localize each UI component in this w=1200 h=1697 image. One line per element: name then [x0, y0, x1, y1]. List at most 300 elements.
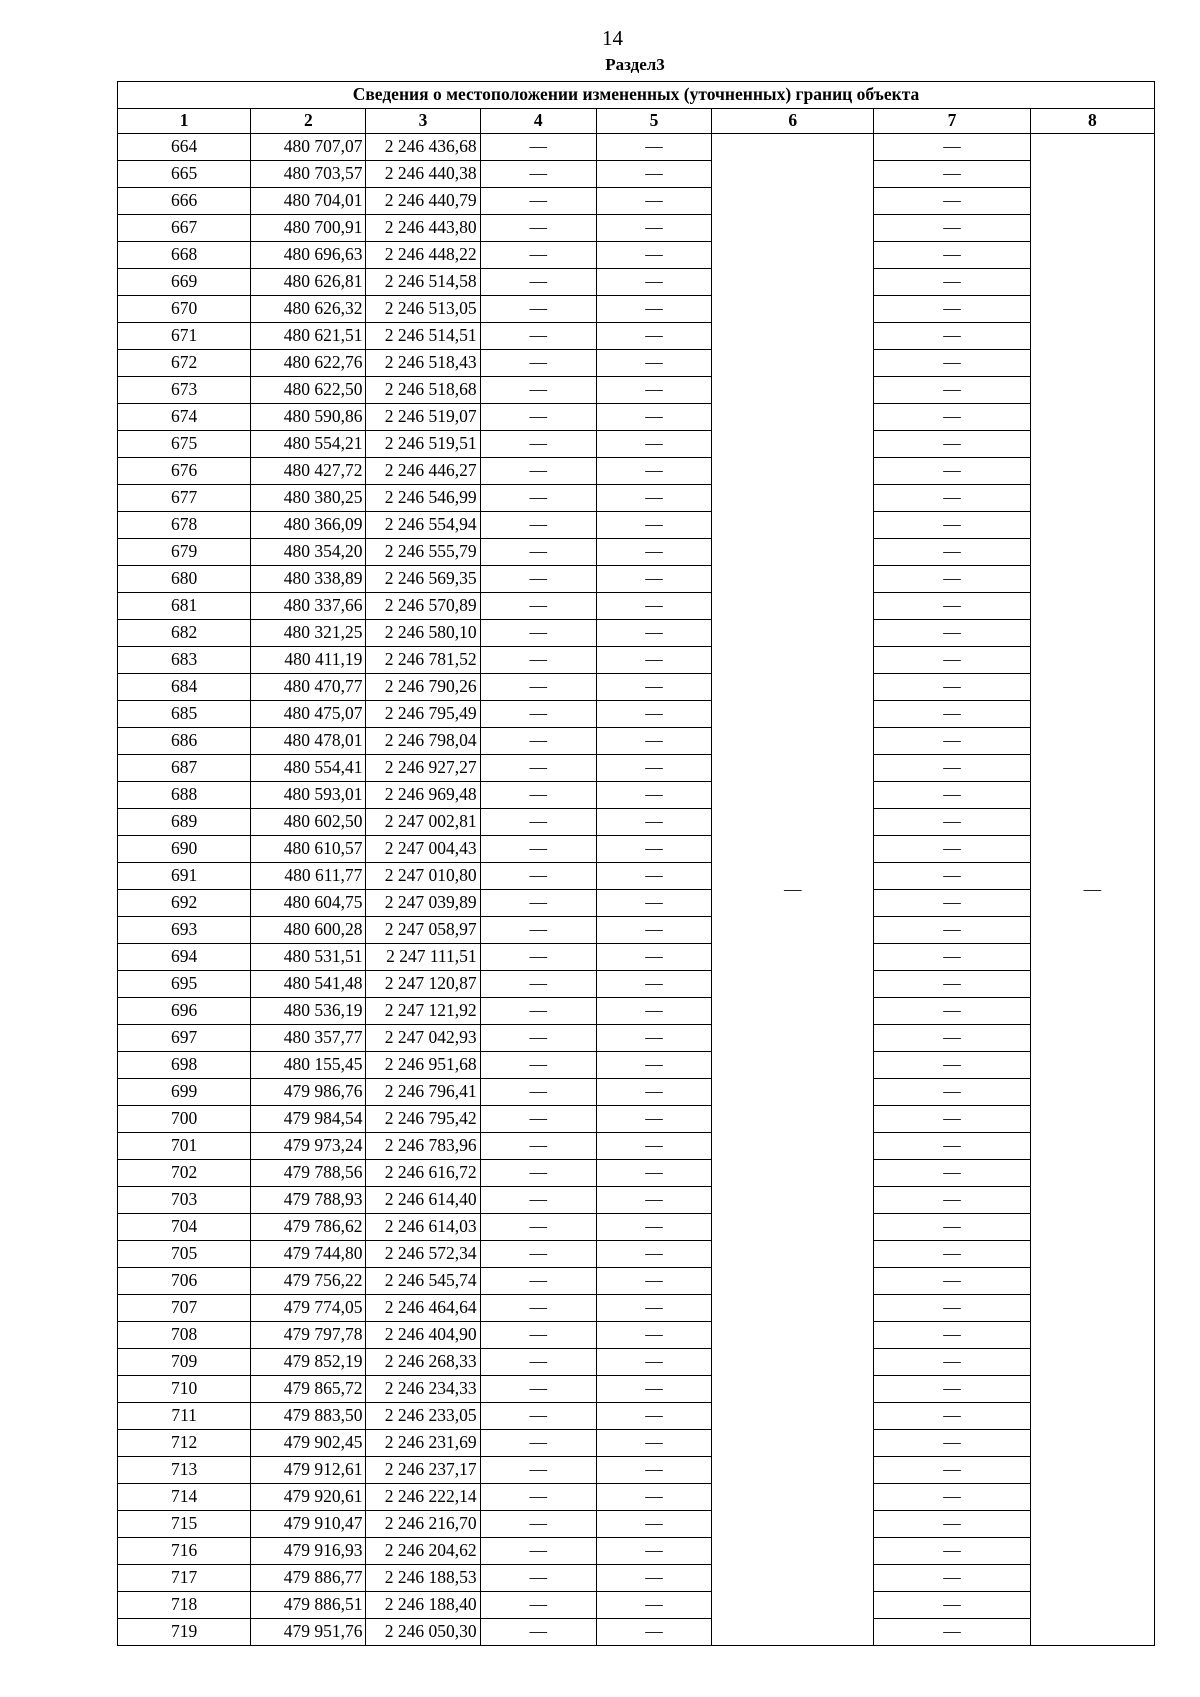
x-coordinate-cell: 480 321,25 [251, 620, 366, 647]
table-row [118, 1403, 1155, 1430]
column-header: 3 [366, 109, 480, 134]
point-number-cell: 689 [118, 809, 251, 836]
col5-cell: — [596, 620, 711, 647]
point-number-cell: 686 [118, 728, 251, 755]
table-row [118, 836, 1155, 863]
x-coordinate-cell: 479 756,22 [251, 1268, 366, 1295]
col7-cell: — [874, 755, 1030, 782]
col4-cell: — [480, 1403, 596, 1430]
table-row [118, 1565, 1155, 1592]
table-row [118, 998, 1155, 1025]
point-number-cell: 698 [118, 1052, 251, 1079]
table-row [118, 674, 1155, 701]
col5-cell: — [596, 1322, 711, 1349]
y-coordinate-cell: 2 246 268,33 [366, 1349, 480, 1376]
x-coordinate-cell: 480 470,77 [251, 674, 366, 701]
col5-cell: — [596, 566, 711, 593]
col4-cell: — [480, 971, 596, 998]
y-coordinate-cell: 2 246 783,96 [366, 1133, 480, 1160]
y-coordinate-cell: 2 247 042,93 [366, 1025, 480, 1052]
x-coordinate-cell: 479 786,62 [251, 1214, 366, 1241]
col4-cell: — [480, 323, 596, 350]
x-coordinate-cell: 479 984,54 [251, 1106, 366, 1133]
col7-cell: — [874, 782, 1030, 809]
point-number-cell: 683 [118, 647, 251, 674]
point-number-cell: 705 [118, 1241, 251, 1268]
y-coordinate-cell: 2 247 010,80 [366, 863, 480, 890]
table-row [118, 1025, 1155, 1052]
point-number-cell: 715 [118, 1511, 251, 1538]
x-coordinate-cell: 480 600,28 [251, 917, 366, 944]
y-coordinate-cell: 2 246 545,74 [366, 1268, 480, 1295]
table-row [118, 1241, 1155, 1268]
col4-cell: — [480, 1376, 596, 1403]
x-coordinate-cell: 480 703,57 [251, 161, 366, 188]
x-coordinate-cell: 480 554,41 [251, 755, 366, 782]
table-row [118, 593, 1155, 620]
x-coordinate-cell: 480 622,76 [251, 350, 366, 377]
col7-cell: — [874, 1160, 1030, 1187]
col7-cell: — [874, 539, 1030, 566]
y-coordinate-cell: 2 246 231,69 [366, 1430, 480, 1457]
col4-cell: — [480, 1349, 596, 1376]
col5-cell: — [596, 1457, 711, 1484]
col7-cell: — [874, 728, 1030, 755]
coordinates-table [117, 81, 1155, 1646]
col4-cell: — [480, 890, 596, 917]
col4-cell: — [480, 188, 596, 215]
col4-cell: — [480, 512, 596, 539]
col5-cell: — [596, 1403, 711, 1430]
y-coordinate-cell: 2 246 616,72 [366, 1160, 480, 1187]
col4-cell: — [480, 1268, 596, 1295]
table-row [118, 269, 1155, 296]
x-coordinate-cell: 479 951,76 [251, 1619, 366, 1646]
x-coordinate-cell: 480 337,66 [251, 593, 366, 620]
table-row [118, 188, 1155, 215]
table-row [118, 161, 1155, 188]
col7-cell: — [874, 1403, 1030, 1430]
table-row [118, 350, 1155, 377]
table-row [118, 1133, 1155, 1160]
col7-cell: — [874, 1079, 1030, 1106]
y-coordinate-cell: 2 247 002,81 [366, 809, 480, 836]
y-coordinate-cell: 2 246 927,27 [366, 755, 480, 782]
table-row [118, 1214, 1155, 1241]
col7-cell: — [874, 674, 1030, 701]
col7-cell: — [874, 1052, 1030, 1079]
y-coordinate-cell: 2 246 519,51 [366, 431, 480, 458]
x-coordinate-cell: 480 366,09 [251, 512, 366, 539]
col5-cell: — [596, 728, 711, 755]
y-coordinate-cell: 2 246 464,64 [366, 1295, 480, 1322]
table-row [118, 1322, 1155, 1349]
col7-cell: — [874, 1349, 1030, 1376]
point-number-cell: 693 [118, 917, 251, 944]
x-coordinate-cell: 479 902,45 [251, 1430, 366, 1457]
point-number-cell: 711 [118, 1403, 251, 1430]
x-coordinate-cell: 480 621,51 [251, 323, 366, 350]
col7-cell: — [874, 296, 1030, 323]
y-coordinate-cell: 2 247 120,87 [366, 971, 480, 998]
x-coordinate-cell: 479 788,56 [251, 1160, 366, 1187]
col4-cell: — [480, 485, 596, 512]
table-row [118, 1538, 1155, 1565]
x-coordinate-cell: 480 427,72 [251, 458, 366, 485]
table-row [118, 809, 1155, 836]
col4-cell: — [480, 1430, 596, 1457]
y-coordinate-cell: 2 246 443,80 [366, 215, 480, 242]
table-row [118, 1052, 1155, 1079]
col4-cell: — [480, 1106, 596, 1133]
page-number: 14 [602, 26, 623, 50]
x-coordinate-cell: 480 602,50 [251, 809, 366, 836]
col5-cell: — [596, 350, 711, 377]
table-row [118, 323, 1155, 350]
y-coordinate-cell: 2 247 004,43 [366, 836, 480, 863]
col5-cell: — [596, 593, 711, 620]
col4-cell: — [480, 755, 596, 782]
y-coordinate-cell: 2 246 519,07 [366, 404, 480, 431]
point-number-cell: 692 [118, 890, 251, 917]
section-title: Раздел3 [605, 55, 665, 74]
col7-cell: — [874, 1106, 1030, 1133]
col5-cell: — [596, 971, 711, 998]
col5-cell: — [596, 1484, 711, 1511]
col7-cell: — [874, 620, 1030, 647]
col7-cell: — [874, 1619, 1030, 1646]
col4-cell: — [480, 593, 596, 620]
col5-cell: — [596, 242, 711, 269]
col8-merged-cell: — [1030, 134, 1154, 1646]
point-number-cell: 717 [118, 1565, 251, 1592]
column-header: 2 [251, 109, 366, 134]
table-row [118, 1376, 1155, 1403]
y-coordinate-cell: 2 246 233,05 [366, 1403, 480, 1430]
y-coordinate-cell: 2 246 951,68 [366, 1052, 480, 1079]
col7-cell: — [874, 890, 1030, 917]
col5-cell: — [596, 458, 711, 485]
point-number-cell: 694 [118, 944, 251, 971]
col7-cell: — [874, 1511, 1030, 1538]
col5-cell: — [596, 1430, 711, 1457]
col7-cell: — [874, 1241, 1030, 1268]
x-coordinate-cell: 479 883,50 [251, 1403, 366, 1430]
col7-cell: — [874, 917, 1030, 944]
y-coordinate-cell: 2 246 580,10 [366, 620, 480, 647]
table-row [118, 485, 1155, 512]
x-coordinate-cell: 480 357,77 [251, 1025, 366, 1052]
col7-cell: — [874, 944, 1030, 971]
x-coordinate-cell: 480 155,45 [251, 1052, 366, 1079]
point-number-cell: 704 [118, 1214, 251, 1241]
table-row [118, 1592, 1155, 1619]
table-row [118, 296, 1155, 323]
table-row [118, 890, 1155, 917]
x-coordinate-cell: 480 590,86 [251, 404, 366, 431]
col7-cell: — [874, 1457, 1030, 1484]
col4-cell: — [480, 944, 596, 971]
col5-cell: — [596, 836, 711, 863]
col4-cell: — [480, 1619, 596, 1646]
col5-cell: — [596, 1079, 711, 1106]
col5-cell: — [596, 161, 711, 188]
col5-cell: — [596, 539, 711, 566]
y-coordinate-cell: 2 246 796,41 [366, 1079, 480, 1106]
col7-cell: — [874, 431, 1030, 458]
col7-cell: — [874, 377, 1030, 404]
point-number-cell: 678 [118, 512, 251, 539]
col7-cell: — [874, 404, 1030, 431]
point-number-cell: 679 [118, 539, 251, 566]
y-coordinate-cell: 2 246 234,33 [366, 1376, 480, 1403]
col5-cell: — [596, 134, 711, 161]
table-row [118, 971, 1155, 998]
table-row [118, 620, 1155, 647]
point-number-cell: 712 [118, 1430, 251, 1457]
col4-cell: — [480, 404, 596, 431]
table-row [118, 1106, 1155, 1133]
y-coordinate-cell: 2 246 404,90 [366, 1322, 480, 1349]
table-row [118, 782, 1155, 809]
y-coordinate-cell: 2 246 448,22 [366, 242, 480, 269]
col5-cell: — [596, 1106, 711, 1133]
point-number-cell: 681 [118, 593, 251, 620]
column-header: 6 [712, 109, 874, 134]
point-number-cell: 697 [118, 1025, 251, 1052]
table-row [118, 1160, 1155, 1187]
x-coordinate-cell: 480 478,01 [251, 728, 366, 755]
x-coordinate-cell: 480 531,51 [251, 944, 366, 971]
table-row [118, 1430, 1155, 1457]
x-coordinate-cell: 480 541,48 [251, 971, 366, 998]
col5-cell: — [596, 1187, 711, 1214]
col5-cell: — [596, 485, 711, 512]
x-coordinate-cell: 480 700,91 [251, 215, 366, 242]
col5-cell: — [596, 323, 711, 350]
col5-cell: — [596, 1268, 711, 1295]
point-number-cell: 673 [118, 377, 251, 404]
y-coordinate-cell: 2 246 518,68 [366, 377, 480, 404]
col4-cell: — [480, 701, 596, 728]
col5-cell: — [596, 215, 711, 242]
x-coordinate-cell: 480 611,77 [251, 863, 366, 890]
y-coordinate-cell: 2 246 546,99 [366, 485, 480, 512]
col7-cell: — [874, 1214, 1030, 1241]
point-number-cell: 702 [118, 1160, 251, 1187]
col4-cell: — [480, 1133, 596, 1160]
point-number-cell: 699 [118, 1079, 251, 1106]
col4-cell: — [480, 539, 596, 566]
col5-cell: — [596, 1241, 711, 1268]
table-row [118, 944, 1155, 971]
col4-cell: — [480, 647, 596, 674]
point-number-cell: 670 [118, 296, 251, 323]
col5-cell: — [596, 512, 711, 539]
table-row [118, 458, 1155, 485]
y-coordinate-cell: 2 247 039,89 [366, 890, 480, 917]
col4-cell: — [480, 1160, 596, 1187]
col4-cell: — [480, 1214, 596, 1241]
point-number-cell: 677 [118, 485, 251, 512]
x-coordinate-cell: 480 704,01 [251, 188, 366, 215]
col4-cell: — [480, 917, 596, 944]
col7-cell: — [874, 1538, 1030, 1565]
point-number-cell: 700 [118, 1106, 251, 1133]
point-number-cell: 685 [118, 701, 251, 728]
table-row [118, 755, 1155, 782]
col7-cell: — [874, 269, 1030, 296]
y-coordinate-cell: 2 246 795,42 [366, 1106, 480, 1133]
col5-cell: — [596, 296, 711, 323]
col4-cell: — [480, 1565, 596, 1592]
x-coordinate-cell: 479 986,76 [251, 1079, 366, 1106]
x-coordinate-cell: 479 788,93 [251, 1187, 366, 1214]
point-number-cell: 671 [118, 323, 251, 350]
col7-cell: — [874, 1268, 1030, 1295]
point-number-cell: 665 [118, 161, 251, 188]
table-row [118, 377, 1155, 404]
col5-cell: — [596, 1214, 711, 1241]
col7-cell: — [874, 350, 1030, 377]
col4-cell: — [480, 431, 596, 458]
column-header: 8 [1030, 109, 1154, 134]
col7-cell: — [874, 1295, 1030, 1322]
y-coordinate-cell: 2 246 614,03 [366, 1214, 480, 1241]
col4-cell: — [480, 1511, 596, 1538]
col7-cell: — [874, 161, 1030, 188]
x-coordinate-cell: 479 973,24 [251, 1133, 366, 1160]
y-coordinate-cell: 2 247 111,51 [366, 944, 480, 971]
x-coordinate-cell: 480 622,50 [251, 377, 366, 404]
col4-cell: — [480, 728, 596, 755]
col5-cell: — [596, 1619, 711, 1646]
x-coordinate-cell: 480 707,07 [251, 134, 366, 161]
y-coordinate-cell: 2 246 555,79 [366, 539, 480, 566]
table-row [118, 701, 1155, 728]
col4-cell: — [480, 620, 596, 647]
y-coordinate-cell: 2 246 554,94 [366, 512, 480, 539]
x-coordinate-cell: 480 554,21 [251, 431, 366, 458]
y-coordinate-cell: 2 246 513,05 [366, 296, 480, 323]
x-coordinate-cell: 479 886,51 [251, 1592, 366, 1619]
y-coordinate-cell: 2 246 969,48 [366, 782, 480, 809]
x-coordinate-cell: 479 910,47 [251, 1511, 366, 1538]
col7-cell: — [874, 1430, 1030, 1457]
y-coordinate-cell: 2 246 518,43 [366, 350, 480, 377]
x-coordinate-cell: 479 920,61 [251, 1484, 366, 1511]
col7-cell: — [874, 566, 1030, 593]
point-number-cell: 709 [118, 1349, 251, 1376]
table-row [118, 1511, 1155, 1538]
col7-cell: — [874, 1376, 1030, 1403]
point-number-cell: 695 [118, 971, 251, 998]
col4-cell: — [480, 134, 596, 161]
col7-cell: — [874, 701, 1030, 728]
table-row [118, 431, 1155, 458]
point-number-cell: 703 [118, 1187, 251, 1214]
table-row [118, 1079, 1155, 1106]
table-row [118, 512, 1155, 539]
point-number-cell: 690 [118, 836, 251, 863]
point-number-cell: 716 [118, 1538, 251, 1565]
x-coordinate-cell: 480 626,81 [251, 269, 366, 296]
y-coordinate-cell: 2 246 790,26 [366, 674, 480, 701]
table-row [118, 728, 1155, 755]
col7-cell: — [874, 188, 1030, 215]
col5-cell: — [596, 188, 711, 215]
y-coordinate-cell: 2 246 570,89 [366, 593, 480, 620]
y-coordinate-cell: 2 246 440,79 [366, 188, 480, 215]
col4-cell: — [480, 1457, 596, 1484]
col5-cell: — [596, 1295, 711, 1322]
col4-cell: — [480, 1025, 596, 1052]
x-coordinate-cell: 479 886,77 [251, 1565, 366, 1592]
point-number-cell: 688 [118, 782, 251, 809]
col7-cell: — [874, 134, 1030, 161]
table-row [118, 1349, 1155, 1376]
col7-cell: — [874, 1187, 1030, 1214]
col4-cell: — [480, 1484, 596, 1511]
col7-cell: — [874, 836, 1030, 863]
col7-cell: — [874, 485, 1030, 512]
col4-cell: — [480, 1295, 596, 1322]
col4-cell: — [480, 215, 596, 242]
y-coordinate-cell: 2 246 514,51 [366, 323, 480, 350]
y-coordinate-cell: 2 246 237,17 [366, 1457, 480, 1484]
x-coordinate-cell: 480 593,01 [251, 782, 366, 809]
col4-cell: — [480, 1322, 596, 1349]
col4-cell: — [480, 674, 596, 701]
table-row [118, 647, 1155, 674]
col5-cell: — [596, 1025, 711, 1052]
table-row [118, 134, 1155, 161]
y-coordinate-cell: 2 246 781,52 [366, 647, 480, 674]
col4-cell: — [480, 458, 596, 485]
y-coordinate-cell: 2 246 446,27 [366, 458, 480, 485]
column-header-row [118, 109, 1155, 134]
x-coordinate-cell: 480 411,19 [251, 647, 366, 674]
y-coordinate-cell: 2 246 050,30 [366, 1619, 480, 1646]
col4-cell: — [480, 998, 596, 1025]
col7-cell: — [874, 1565, 1030, 1592]
col5-cell: — [596, 755, 711, 782]
col5-cell: — [596, 269, 711, 296]
col5-cell: — [596, 809, 711, 836]
x-coordinate-cell: 480 475,07 [251, 701, 366, 728]
y-coordinate-cell: 2 247 121,92 [366, 998, 480, 1025]
point-number-cell: 680 [118, 566, 251, 593]
y-coordinate-cell: 2 246 188,53 [366, 1565, 480, 1592]
x-coordinate-cell: 479 744,80 [251, 1241, 366, 1268]
col4-cell: — [480, 242, 596, 269]
y-coordinate-cell: 2 246 614,40 [366, 1187, 480, 1214]
col4-cell: — [480, 1079, 596, 1106]
table-row [118, 1484, 1155, 1511]
table-row [118, 404, 1155, 431]
col6-merged-cell: — [712, 134, 874, 1646]
col5-cell: — [596, 944, 711, 971]
y-coordinate-cell: 2 246 569,35 [366, 566, 480, 593]
table-row [118, 539, 1155, 566]
point-number-cell: 684 [118, 674, 251, 701]
col7-cell: — [874, 809, 1030, 836]
column-header: 1 [118, 109, 251, 134]
point-number-cell: 701 [118, 1133, 251, 1160]
y-coordinate-cell: 2 247 058,97 [366, 917, 480, 944]
col7-cell: — [874, 998, 1030, 1025]
x-coordinate-cell: 479 865,72 [251, 1376, 366, 1403]
